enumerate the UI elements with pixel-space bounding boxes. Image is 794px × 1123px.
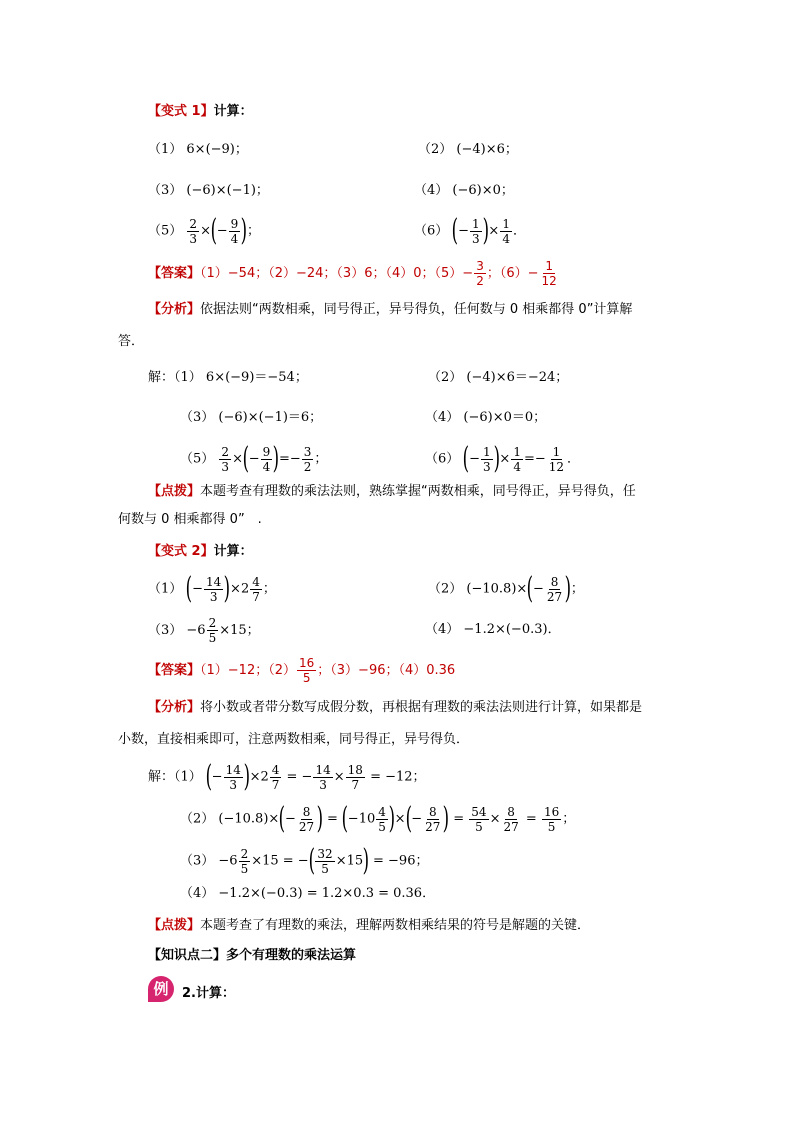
v1-tip-line-1: 【点拨】本题考查有理数的乘法法则，熟练掌握“两数相乘，同号得正，异号得负，任: [148, 484, 636, 499]
v1-answer: 【答案】（1）−54；（2）−24；（3）6；（4）0；（5）− $\frac{3}{2}$ ；（6）− $\frac{1}{12}$: [148, 259, 557, 288]
v2-solution-1: 解：（1） (− $\frac{14}{3}$ )×2 $\frac{4}{7}$ = − $\frac{14}{3}$ × $\frac{18}{7}$ = −12；: [148, 759, 426, 794]
v1-question-4: （4） (−6)×0；: [414, 183, 514, 198]
v1-analysis-line-2: 答．: [118, 334, 145, 349]
v1-solution-4: （4） (−6)×0＝0；: [425, 410, 547, 425]
v2-question-1: （1） (− $\frac{14}{3}$ )×2 $\frac{4}{7}$ ；: [148, 571, 276, 606]
v2-solution-2: （2） (−10.8)×(− $\frac{8}{27}$ ) = (−10 $\frac{4}{5}$ )×(− $\frac{8}{27}$ ) = $\frac{54}{5}$ × $\frac{8}{27}$ = $\frac{16}{5}$ ；: [180, 801, 576, 836]
v1-question-2: （2） (−4)×6；: [418, 142, 518, 157]
v1-solution-2: （2） (−4)×6＝−24；: [428, 370, 569, 385]
v2-question-2: （2） (−10.8)×(− $\frac{8}{27}$ )；: [428, 571, 584, 606]
v1-question-5: （5） $\frac{2}{3}$ ×(− $\frac{9}{4}$ )；: [148, 213, 260, 248]
knowledge-point-2-header: 【知识点二】多个有理数的乘法运算: [148, 948, 357, 963]
variant-2-name: 变式 2: [161, 544, 201, 559]
v2-analysis-line-2: 小数，直接相乘即可，注意两数相乘，同号得正，异号得负．: [118, 732, 470, 747]
v1-solution-3: （3） (−6)×(−1)＝6；: [180, 410, 323, 425]
v2-question-3: （3） −6 $\frac{2}{5}$ ×15；: [148, 616, 260, 645]
v2-solution-3: （3） −6 $\frac{2}{5}$ ×15 = −( $\frac{32}{5}$ ×15) = −96；: [180, 843, 429, 878]
variant-1-name: 变式 1: [161, 104, 201, 119]
v1-solution-6: （6） (− $\frac{1}{3}$ )× $\frac{1}{4}$ =− $\frac{1}{12}$ ．: [425, 441, 581, 476]
v1-question-6: （6） (− $\frac{1}{3}$ )× $\frac{1}{4}$ ．: [414, 213, 526, 248]
v2-question-4: （4） −1.2×(−0.3)．: [425, 622, 561, 637]
v1-question-1: （1） 6×(−9)；: [148, 142, 248, 157]
v1-tip-line-2: 何数与 0 相乘都得 0” .: [118, 512, 262, 527]
v1-solution-1: 解：（1） 6×(−9)＝−54；: [148, 370, 308, 385]
variant-1-header: 【变式 1】计算：: [148, 104, 253, 119]
v2-tip: 【点拨】本题考查了有理数的乘法，理解两数相乘结果的符号是解题的关键．: [148, 918, 591, 933]
v2-analysis-line-1: 【分析】将小数或者带分数写成假分数，再根据有理数的乘法法则进行计算，如果都是: [148, 700, 643, 715]
v2-solution-4: （4） −1.2×(−0.3) = 1.2×0.3 = 0.36．: [180, 886, 436, 901]
v1-analysis-line-1: 【分析】依据法则“两数相乘，同号得正，异号得负，任何数与 0 相乘都得 0”计算解: [148, 302, 633, 317]
example-2-title: 2.计算：: [182, 986, 235, 1001]
example-badge: 例: [148, 976, 174, 1002]
v1-solution-5: （5） $\frac{2}{3}$ ×(− $\frac{9}{4}$ )=− $\frac{3}{2}$ ；: [180, 441, 328, 476]
variant-2-header: 【变式 2】计算：: [148, 544, 253, 559]
v1-question-3: （3） (−6)×(−1)；: [148, 183, 269, 198]
v2-answer: 【答案】（1）−12；（2） $\frac{16}{5}$ ；（3）−96；（4）0.36: [148, 656, 456, 685]
